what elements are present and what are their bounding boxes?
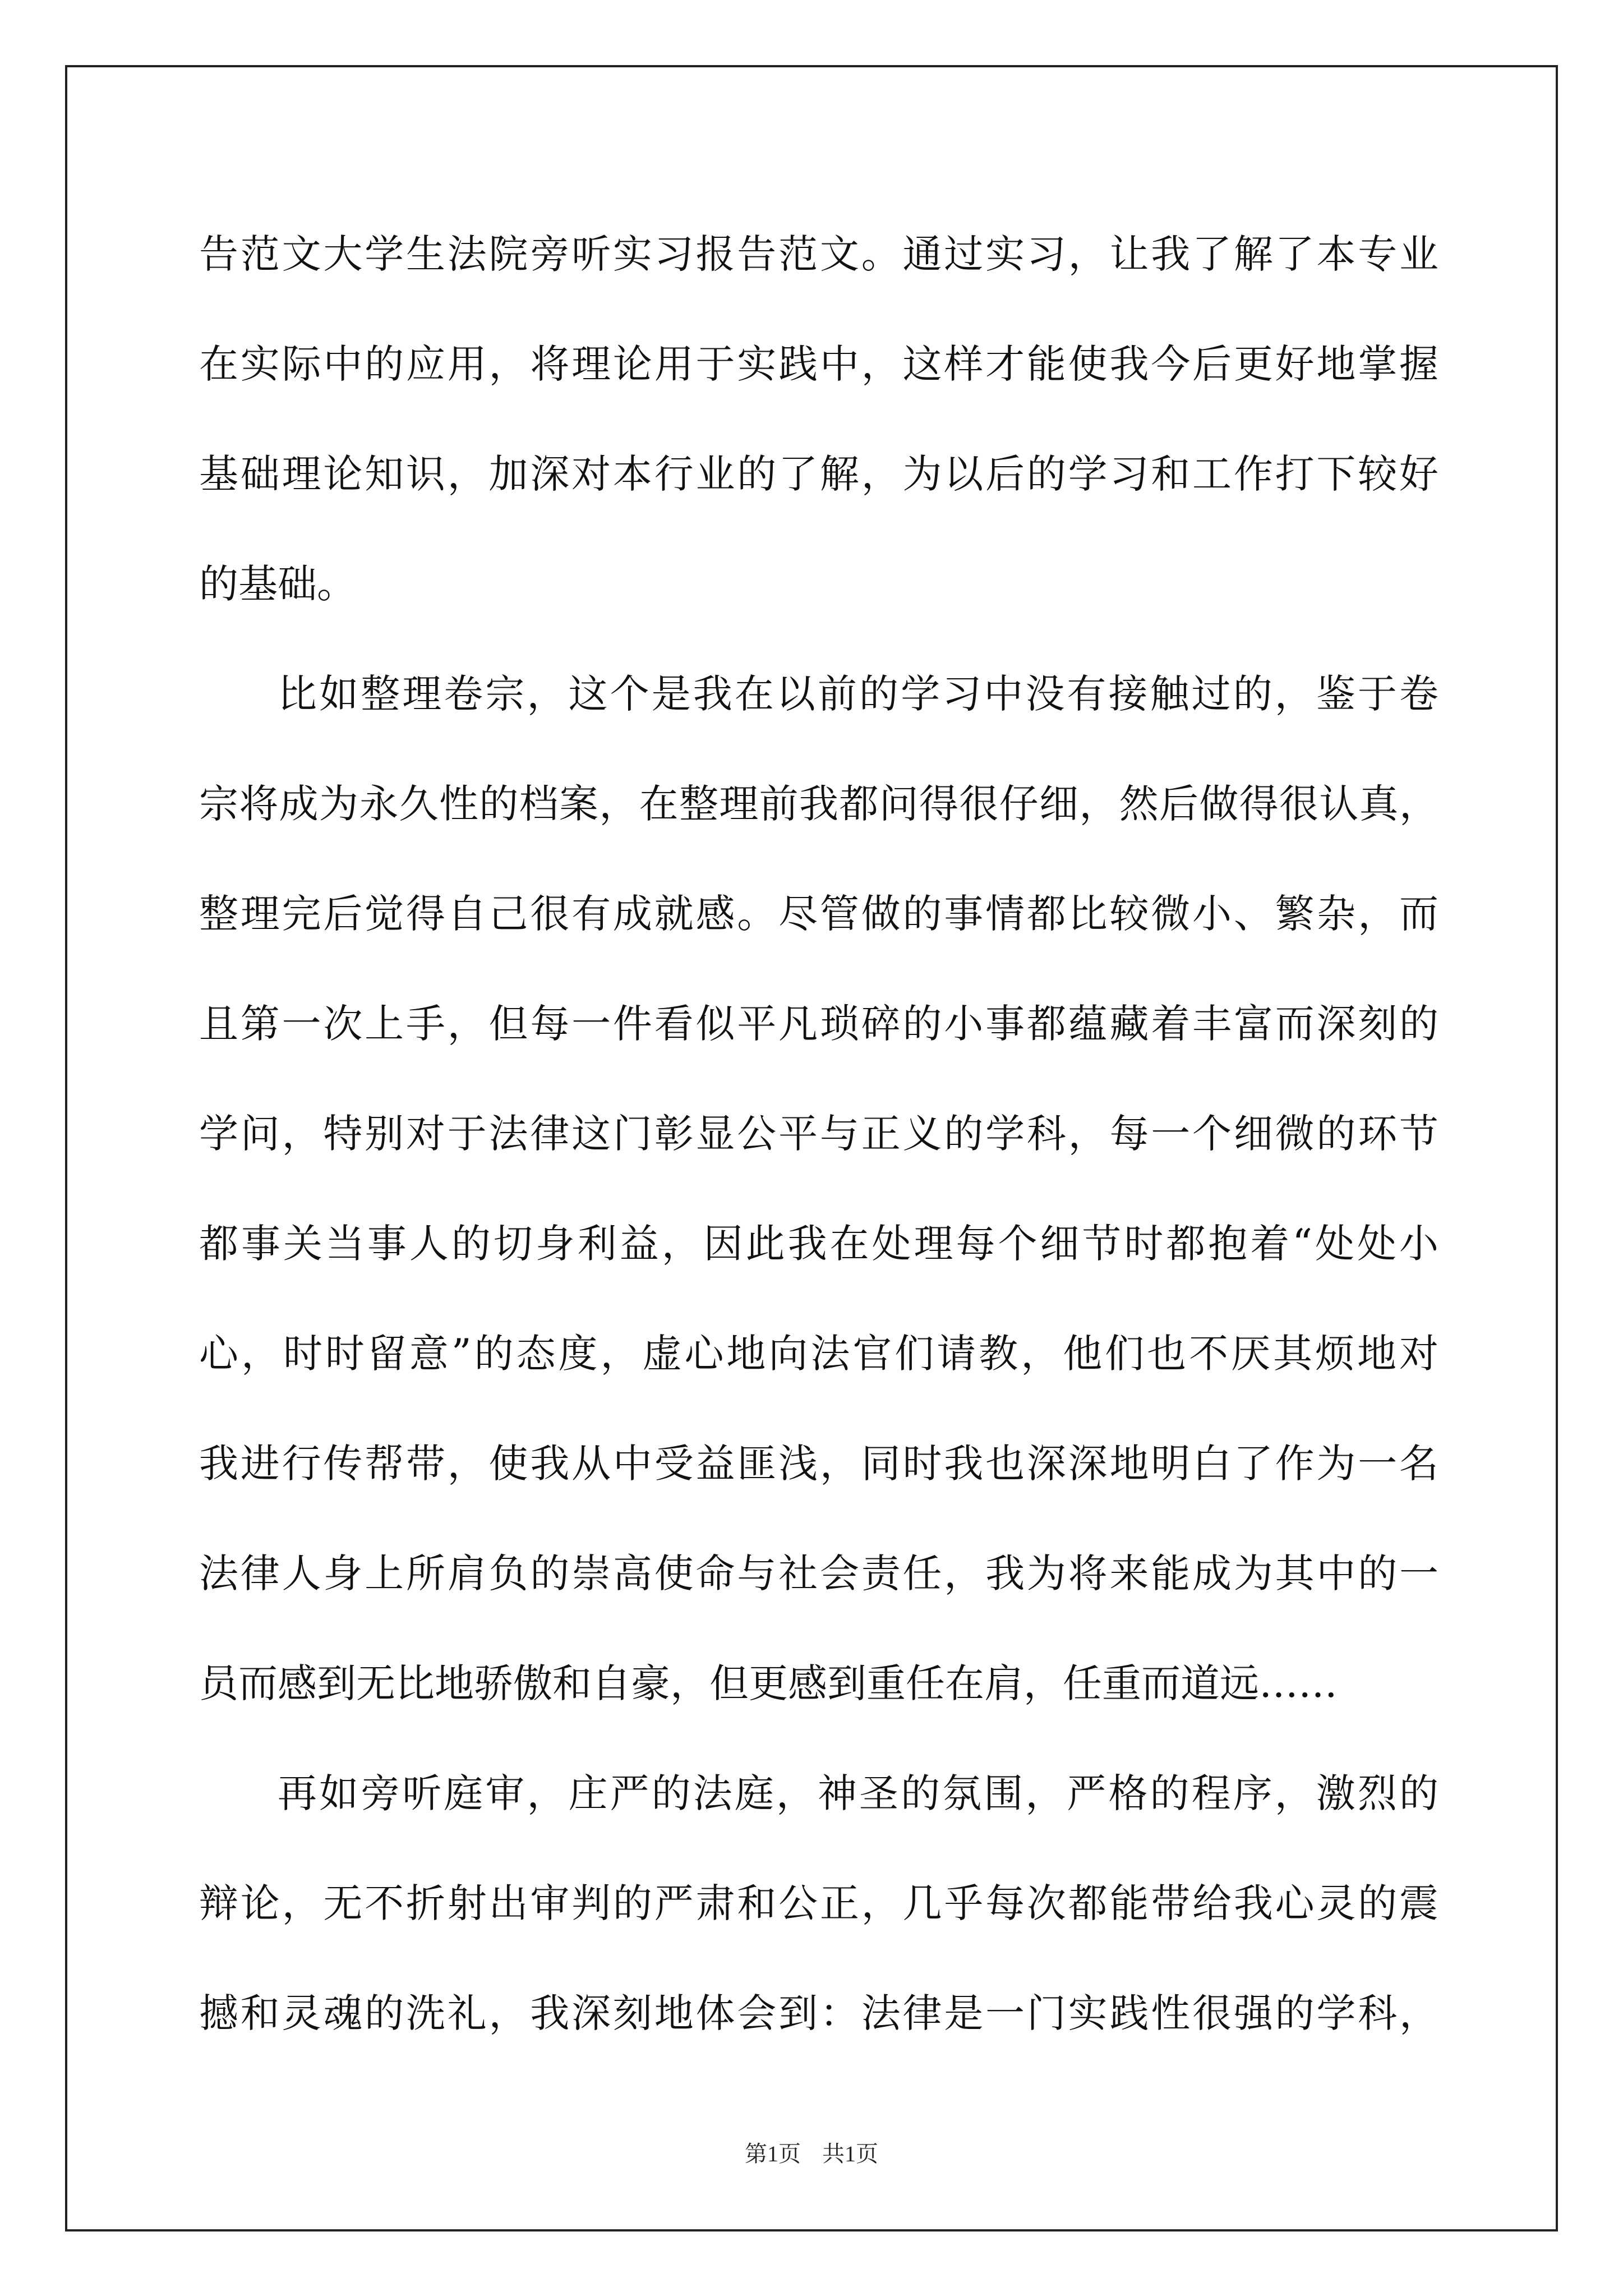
text-line: 比如整理卷宗，这个是我在以前的学习中没有接触过的，鉴于卷 — [278, 671, 1438, 717]
text-line: 基础理论知识，加深对本行业的了解，为以后的学习和工作打下较好 — [199, 451, 1438, 497]
text-line: 心，时时留意”的态度，虚心地向法官们请教，他们也不厌其烦地对 — [199, 1331, 1438, 1377]
text-line: 都事关当事人的切身利益，因此我在处理每个细节时都抱着“处处小 — [199, 1221, 1438, 1267]
text-line: 员而感到无比地骄傲和自豪，但更感到重任在肩，任重而道远…… — [199, 1660, 1338, 1706]
paragraph-3 — [199, 1738, 1438, 2068]
text-line: 宗将成为永久性的档案，在整理前我都问得很仔细，然后做得很认真， — [199, 781, 1438, 827]
document-body — [199, 199, 1438, 2068]
page-number: 第1页 — [745, 2141, 801, 2166]
text-line: 撼和灵魂的洗礼，我深刻地体会到：法律是一门实践性很强的学科， — [199, 1990, 1438, 2036]
text-line: 告范文大学生法院旁听实习报告范文。通过实习，让我了解了本专业 — [199, 231, 1438, 277]
text-line: 的基础。 — [199, 561, 356, 607]
paragraph-1 — [199, 199, 1438, 639]
text-line: 辩论，无不折射出审判的严肃和公正，几乎每次都能带给我心灵的震 — [199, 1880, 1438, 1926]
page-footer — [0, 2136, 1623, 2168]
text-line: 再如旁听庭审，庄严的法庭，神圣的氛围，严格的程序，激烈的 — [278, 1770, 1438, 1816]
paragraph-2 — [199, 639, 1438, 1738]
text-line: 法律人身上所肩负的崇高使命与社会责任，我为将来能成为其中的一 — [199, 1550, 1438, 1596]
text-line: 学问，特别对于法律这门彰显公平与正义的学科，每一个细微的环节 — [199, 1111, 1438, 1157]
page-total: 共1页 — [822, 2141, 878, 2166]
text-line: 我进行传帮带，使我从中受益匪浅，同时我也深深地明白了作为一名 — [199, 1441, 1438, 1487]
text-line: 且第一次上手，但每一件看似平凡琐碎的小事都蕴藏着丰富而深刻的 — [199, 1001, 1438, 1047]
text-line: 在实际中的应用，将理论用于实践中，这样才能使我今后更好地掌握 — [199, 341, 1438, 387]
text-line: 整理完后觉得自己很有成就感。尽管做的事情都比较微小、繁杂，而 — [199, 891, 1438, 937]
